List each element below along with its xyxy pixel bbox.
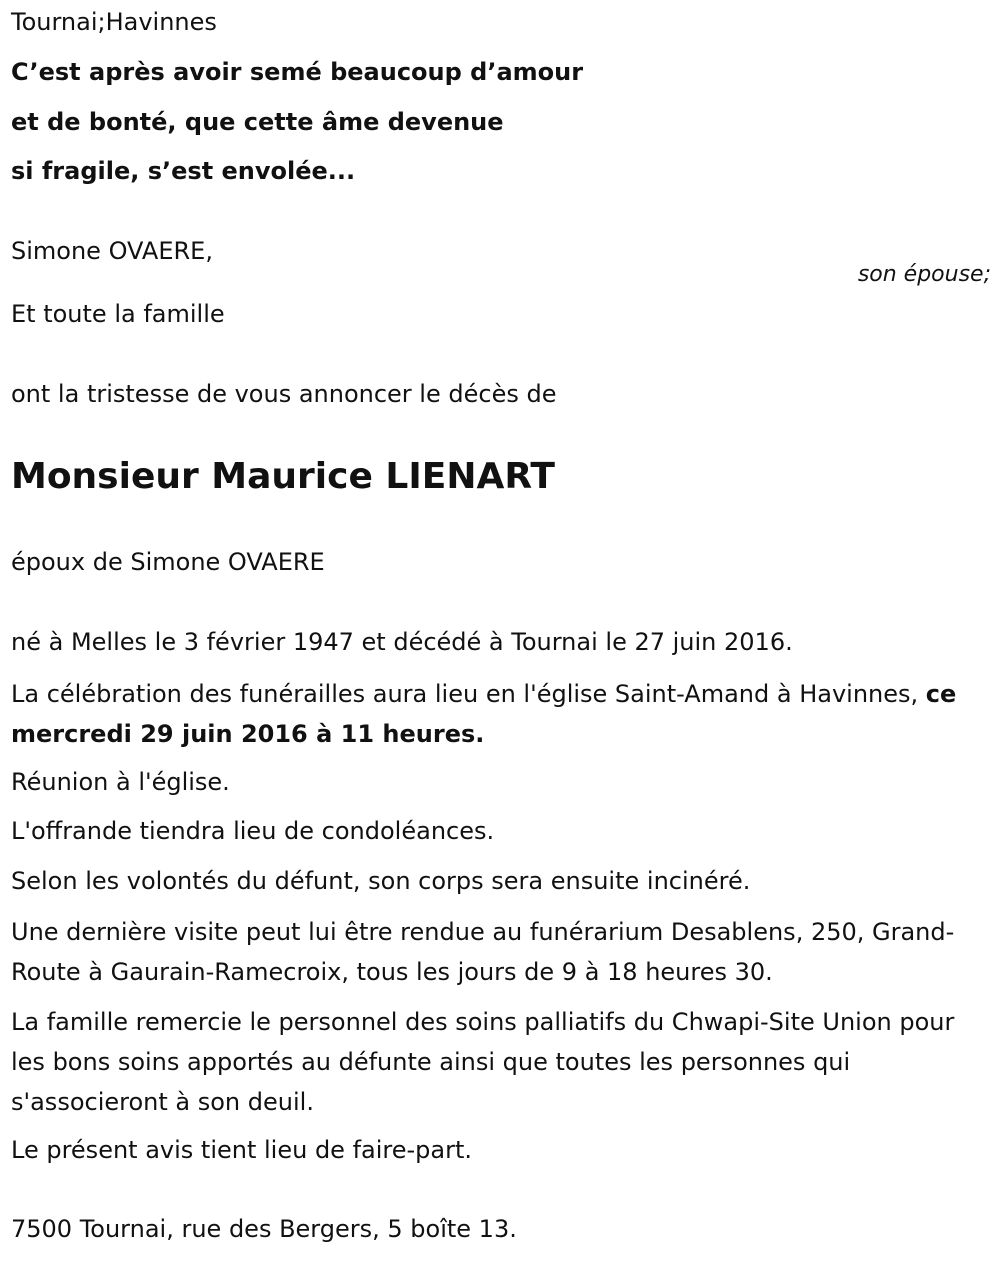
funeral-text: La célébration des funérailles aura lieu en l'église Saint-Amand à Havinnes, <box>11 680 926 708</box>
poem-line-3: si fragile, s’est envolée... <box>11 157 356 185</box>
address-text: 7500 Tournai, rue des Bergers, 5 boîte 13. <box>11 1215 517 1243</box>
notice-text: Le présent avis tient lieu de faire-part. <box>11 1136 473 1164</box>
deceased-name: Monsieur Maurice LIENART <box>11 456 555 497</box>
spouse-name: Simone OVAERE, <box>11 237 213 265</box>
funeral-paragraph <box>11 674 986 754</box>
family-others: Et toute la famille <box>11 300 225 328</box>
spouse-of-text: époux de Simone OVAERE <box>11 548 325 576</box>
poem-line-2: et de bonté, que cette âme devenue <box>11 108 504 136</box>
location-header: Tournai;Havinnes <box>11 8 217 36</box>
thanks-paragraph: La famille remercie le personnel des soins palliatifs du Chwapi-Site Union pour les bons soins apportés au défunte ainsi que toutes les personnes qui s'associeront à son deuil. <box>11 1008 955 1116</box>
visit-paragraph: Une dernière visite peut lui être rendue au funérarium Desablens, 250, Grand-Route à Gaurain-Ramecroix, tous les jours de 9 à 18 heures 30. <box>11 918 955 986</box>
offering-text: L'offrande tiendra lieu de condoléances. <box>11 817 495 845</box>
meeting-text: Réunion à l'église. <box>11 768 230 796</box>
poem-line-1: C’est après avoir semé beaucoup d’amour <box>11 58 584 86</box>
funeral-date: ce mercredi 29 juin 2016 à 11 heures. <box>11 680 957 748</box>
spouse-role: son épouse; <box>857 262 991 287</box>
cremation-text: Selon les volontés du défunt, son corps sera ensuite incinéré. <box>11 867 751 895</box>
announcement-text: ont la tristesse de vous annoncer le décès de <box>11 380 557 408</box>
birth-death-text: né à Melles le 3 février 1947 et décédé à Tournai le 27 juin 2016. <box>11 628 793 656</box>
